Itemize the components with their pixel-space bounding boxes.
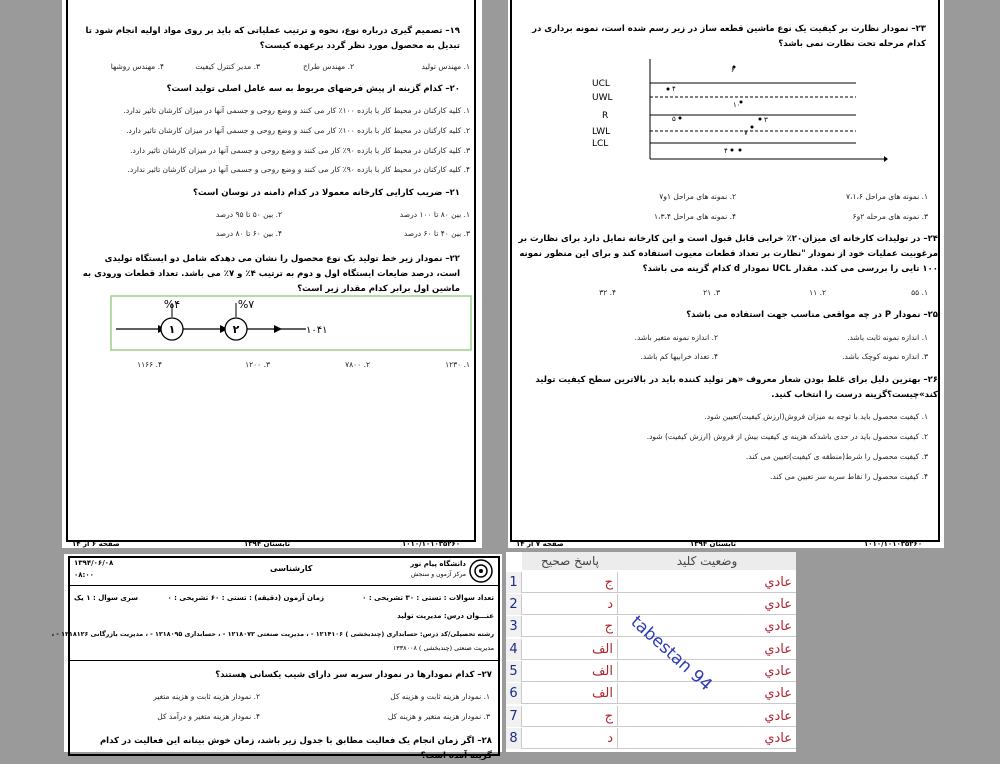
question-28: ۲۸– اگر زمان انجام یک فعالیت مطابق با جدول زیر باشد، زمان خوش بینانه این فعالیت در کدام گزینه آمده است؟ [99, 736, 492, 761]
q20-option-1: ۱. کلیه کارکنان در محیط کار با بازده ۱۰۰٪ کار می کنند و وضع روحی و جسمی آنها در میزان کارشان تاثیر ندارد. [123, 106, 470, 115]
header-answer: پاسخ صحيح [522, 552, 618, 570]
q23-option-3: ۳. نمونه های مرحله ۲و۶ [852, 212, 928, 221]
question-20: ۲۰– کدام گزینه از پیش فرضهای مربوط به سه عامل اصلی تولید است؟ [166, 84, 460, 94]
waste-pct-1: %۴ [163, 298, 181, 311]
question-21: ۲۱– ضریب کارایی کارخانه معمولا در کدام دامنه در نوسان است؟ [193, 188, 460, 198]
point-4-label: ۴ [672, 85, 676, 93]
correct-answer: د [522, 728, 618, 749]
q21-option-2: ۲. بین ۵۰ تا ۹۵ درصد [215, 210, 282, 219]
watermark-text: tabestan 94 [626, 612, 716, 696]
table-row [506, 572, 796, 593]
question-25: ۲۵– نمودار P در چه مواقعی مناسب جهت استفاده می باشد؟ [686, 310, 938, 320]
question-count: تعداد سوالات : تستی : ۳۰ تشریحی : ۰ [362, 594, 494, 602]
q21-option-1: ۱. بین ۸۰ تا ۱۰۰ درصد [399, 210, 470, 219]
row-number: 1 [506, 572, 522, 593]
production-line-diagram [110, 295, 472, 351]
q27-option-4: ۴. نمودار هزینه متغیر و درآمد کل [157, 712, 260, 721]
q26-option-3: ۳. کیفیت محصول را شرط(منطقه ی کیفیت)تعیین می کند. [745, 452, 928, 461]
q19-option-3: ۳. مدیر کنترل کیفیت [195, 62, 260, 71]
correct-answer: الف [522, 661, 618, 682]
question-23: ۲۳– نمودار نظارت بر کیفیت یک نوع ماشین قطعه ساز در زیر رسم شده است، نمونه برداری در کدام مرحله تحت نظارت نمی باشد؟ [532, 24, 926, 49]
q25-option-2: ۲. اندازه نمونه متغیر باشد. [634, 333, 718, 342]
point-7-label: ۷ [744, 129, 748, 137]
correct-answer: الف [522, 683, 618, 704]
question-series: سری سوال : ۱ یک [74, 594, 139, 602]
row-number: 7 [506, 706, 522, 727]
lwl-label: LWL [592, 127, 611, 137]
q27-option-1: ۱. نمودار هزینه ثابت و هزینه کل [390, 692, 490, 701]
q24-option-4: ۴. ۳۲ [599, 288, 616, 297]
footer-page: صفحه ۶ از ۱۴ [72, 540, 120, 548]
key-status: عادي [764, 731, 792, 746]
key-status: عادي [764, 597, 792, 612]
page-border [68, 556, 500, 756]
q22-option-4: ۴. ۱۱۶۶ [137, 360, 162, 369]
row-number: 8 [506, 728, 522, 749]
field-and-code-2: مدیریت صنعتی (چندبخشی ) ۱۳۳۸۰۰۸ [392, 644, 494, 652]
station-2-label: ۲ [232, 323, 240, 336]
university-logo-icon [468, 558, 494, 584]
q25-option-4: ۴. تعداد خرابیها کم باشد. [640, 352, 718, 361]
q20-option-4: ۴. کلیه کارکنان در محیط کار با بازده ۹۰٪ کار می کنند و وضع روحی و جسمی آنها در میزان کارشان تاثیر ندارد. [127, 165, 470, 174]
footer-page: صفحه ۷ از ۱۴ [516, 540, 564, 548]
correct-answer: ج [522, 572, 618, 593]
q19-option-4: ۴. مهندس روشها [110, 62, 164, 71]
table-row [506, 706, 796, 727]
table-row [506, 728, 796, 749]
field-and-code: رشته تحصیلی/کد درس: حسابداری (چندبخشی ) ۱۲۱۴۱۰۶ - ، مدیریت صنعتی ۱۲۱۸۰۷۲ - ، حسابداری ۱۲۱۸۰۹۵ - ، مدیریت بازرگانی ۱۲۱۸۱۲۶ - ، [51, 630, 494, 638]
correct-answer: ج [522, 706, 618, 727]
r-label: R [602, 111, 609, 121]
exam-duration: زمان آزمون (دقیقه) : تستی : ۶۰ تشریحی : ۰ [167, 594, 324, 602]
point-6-label: ۶ [731, 66, 735, 74]
q26-option-2: ۲. کیفیت محصول باید در حدی باشدکه هزینه ی کیفیت بیش از فروش (ارزش کیفیت) شود. [646, 432, 928, 441]
university-name: دانشگاه پیام نور [410, 560, 466, 568]
correct-answer: ج [522, 616, 618, 637]
key-status: عادي [764, 664, 792, 679]
exam-date: ۱۳۹۴/۰۶/۰۸ [74, 559, 114, 567]
exam-page-right [508, 0, 944, 548]
table-row [506, 661, 796, 682]
point-3-label: ۳ [764, 116, 768, 124]
q24-option-2: ۲. ۱۱ [809, 288, 826, 297]
key-status: عادي [764, 575, 792, 590]
question-26: ۲۶– بهترین دلیل برای غلط بودن شعار معروف «هر تولید کننده باید در بالاترین سطح کیفیت تولید کند»چیست؟گزینه درست را انتخاب کنید. [535, 375, 938, 400]
row-number: 6 [506, 683, 522, 704]
q25-option-3: ۳. اندازه نمونه کوچک باشد. [842, 352, 928, 361]
exam-header-page [51, 554, 502, 761]
point-5-label: ۵ [672, 115, 676, 123]
correct-answer: د [522, 594, 618, 615]
waste-pct-2: %۷ [237, 298, 255, 311]
exam-center-name: مرکز آزمون و سنجش [411, 571, 466, 578]
q23-option-2: ۲. نمونه های مراحل ۱و۷ [659, 192, 736, 201]
footer-code: ۱۰۱۰/۱۰۱۰۳۵۲۶۰ [402, 540, 461, 548]
q24-option-3: ۳. ۲۱ [703, 288, 720, 297]
uwl-label: UWL [592, 93, 613, 103]
table-row [506, 594, 796, 615]
q27-option-2: ۲. نمودار هزینه ثابت و هزینه متغیر [153, 692, 260, 701]
q25-option-1: ۱. اندازه نمونه ثابت باشد. [847, 333, 928, 342]
q26-option-1: ۱. کیفیت محصول باید با توجه به میزان فروش(ارزش کیفیت)تعیین شود. [704, 412, 928, 421]
header-status: وضعيت كليد [618, 552, 796, 570]
footer-term: تابستان ۱۳۹۴ [690, 540, 736, 548]
q23-option-1: ۱. نمونه های مراحل ۷،۱،۶ [846, 192, 928, 201]
q21-option-3: ۳. بین ۴۰ تا ۶۰ درصد [403, 229, 470, 238]
question-19: ۱۹– تصمیم گیری درباره نوع، نحوه و ترتیب عملیاتی که باید بر روی مواد اولیه انجام شود تا تبدیل به محصول مورد نظر گردد برعهده کیست؟ [85, 26, 460, 51]
q20-option-2: ۲. کلیه کارکنان در محیط کار با بازده ۱۰۰٪ کار می کنند و وضع روحی و جسمی آنها در میزان کارشان تاثیر دارد. [126, 126, 470, 135]
q23-option-4: ۴. نمونه های مراحل ۱،۳،۴ [654, 212, 736, 221]
row-number: 2 [506, 594, 522, 615]
row-number: 4 [506, 639, 522, 660]
q19-option-1: ۱. مهندس تولید [421, 62, 470, 71]
answer-key-table [506, 552, 796, 752]
q24-option-1: ۱. ۵۵ [911, 288, 928, 297]
key-status: عادي [764, 686, 792, 701]
exam-page-left [62, 0, 482, 548]
course-title: عنـــوان درس: مدیریت تولید [397, 612, 494, 620]
correct-answer: الف [522, 639, 618, 660]
key-status: عادي [764, 709, 792, 724]
question-24: ۲۴– در تولیدات کارخانه ای میزان۲۰٪ خرابی قابل قبول است و این کارخانه تمایل دارد برای نظارت بر مرغوبیت عملیات خود از نمودار "نظارت بر تعداد قطعات معیوب استفاده کند و برای این منظور نمونه ۱۰۰ تایی را بررسی می کند. مقدار UCL نمودار d کدام گزینه می باشد؟ [518, 234, 938, 274]
station-1-label: ۱ [168, 323, 176, 336]
point-10-label: ۱۰ [733, 101, 741, 109]
lcl-label: LCL [592, 139, 609, 149]
output-count: ۱۰۴۱ [306, 325, 328, 336]
q22-option-3: ۳. ۱۲۰۰ [245, 360, 270, 369]
q26-option-4: ۴. کیفیت محصول را نقاط سربه سر تعیین می کند. [770, 472, 928, 481]
control-chart [588, 55, 888, 167]
table-row [506, 683, 796, 704]
ucl-label: UCL [592, 79, 610, 89]
q22-option-2: ۲. ۷۸۰۰ [345, 360, 370, 369]
question-22: ۲۲– نمودار زیر خط تولید یک نوع محصول را نشان می دهدکه شامل دو ایستگاه تولیدی است، درصد ضایعات ایستگاه اول و دوم به ترتیب ۴٪ و ۷٪ می باشد. تعداد قطعات ورودی به ماشین اول برابر کدام مقدار زیر است؟ [82, 254, 460, 294]
footer-term: تابستان ۱۳۹۴ [244, 540, 290, 548]
footer-code: ۱۰۱۰/۱۰۱۰۳۵۲۶۰ [864, 540, 923, 548]
key-status: عادي [764, 642, 792, 657]
row-number: 5 [506, 661, 522, 682]
course-level: کارشناسی [270, 564, 313, 573]
q20-option-3: ۳. کلیه کارکنان در محیط کار با بازده ۹۰٪ کار می کنند و وضع روحی و جسمی آنها در میزان کارشان تاثیر دارد. [130, 146, 470, 155]
q19-option-2: ۲. مهندس طراح [302, 62, 354, 71]
divider [68, 660, 500, 661]
key-status: عادي [764, 619, 792, 634]
q27-option-3: ۳. نمودار هزینه متغیر و هزینه کل [387, 712, 490, 721]
exam-time: ۰۸:۰۰ [74, 571, 94, 579]
question-27: ۲۷– کدام نمودارها در نمودار سربه سر دارای شیب یکسانی هستند؟ [215, 670, 492, 680]
point-4b-label: ۴ [724, 147, 728, 155]
row-number: 3 [506, 616, 522, 637]
q22-option-1: ۱. ۱۲۳۰ [445, 360, 470, 369]
q21-option-4: ۴. بین ۶۰ تا ۸۰ درصد [215, 229, 282, 238]
